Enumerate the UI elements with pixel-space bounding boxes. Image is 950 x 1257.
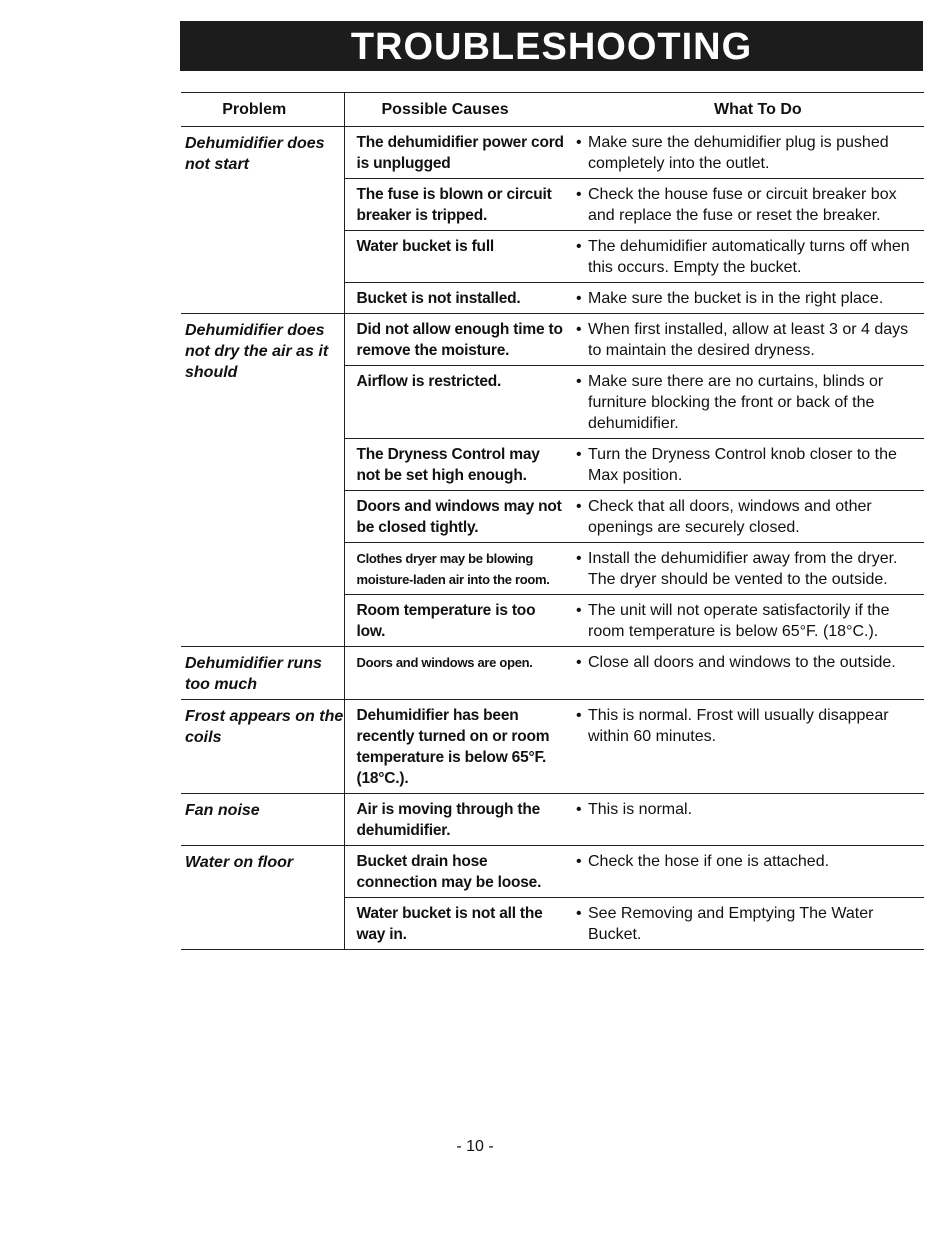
todo-text: This is normal. Frost will usually disappear within 60 minutes. [588,707,889,745]
cause-cell: Dehumidifier has been recently turned on or room temperature is below 65°F. (18°C.). [344,700,564,794]
cause-cell: Room temperature is too low. [344,595,564,647]
todo-text: Make sure the dehumidifier plug is pushed completely into the outlet. [588,134,889,172]
table-header-row [181,93,924,127]
todo-text: Check the house fuse or circuit breaker box and replace the fuse or reset the breaker. [588,186,897,224]
header-possible-causes: Possible Causes [344,93,564,127]
todo-cell: • Install the dehumidifier away from the dryer. The dryer should be vented to the outside. [576,550,898,588]
cause-cell: Air is moving through the dehumidifier. [344,794,564,846]
table-row [181,127,924,179]
todo-text: The dehumidifier automatically turns off when this occurs. Empty the bucket. [588,238,910,276]
todo-text: Make sure the bucket is in the right place. [588,290,884,307]
cause-cell: Clothes dryer may be blowing moisture-laden air into the room. [344,543,564,595]
cause-cell: The fuse is blown or circuit breaker is tripped. [344,179,564,231]
table-row [181,794,924,846]
cause-cell: Doors and windows are open. [344,647,564,700]
todo-cell: • See Removing and Emptying The Water Bucket. [576,905,874,943]
table-row [181,700,924,794]
todo-text: When first installed, allow at least 3 or 4 days to maintain the desired dryness. [588,321,909,359]
todo-text: Make sure there are no curtains, blinds or furniture blocking the front or back of the dehumidifier. [588,373,884,432]
todo-cell: • Make sure the dehumidifier plug is pushed completely into the outlet. [576,134,889,172]
cause-cell: Airflow is restricted. [344,366,564,439]
troubleshooting-table [181,92,924,950]
cause-cell: The Dryness Control may not be set high enough. [344,439,564,491]
todo-cell: • This is normal. [576,801,693,818]
header-problem: Problem [181,93,344,127]
todo-cell: • The unit will not operate satisfactorily if the room temperature is below 65°F. (18°C.). [576,602,890,640]
todo-cell: • Check that all doors, windows and other openings are securely closed. [576,498,872,536]
todo-cell: • Make sure the bucket is in the right place. [576,290,884,307]
todo-cell: • This is normal. Frost will usually disappear within 60 minutes. [576,707,889,745]
cause-cell: Water bucket is full [344,231,564,283]
problem-cell: Fan noise [185,802,260,819]
todo-text: Turn the Dryness Control knob closer to the Max position. [588,446,897,484]
todo-cell: • Close all doors and windows to the outside. [576,654,896,671]
cause-cell: Water bucket is not all the way in. [344,898,564,950]
table-row [181,647,924,700]
todo-cell: • Turn the Dryness Control knob closer to the Max position. [576,446,897,484]
todo-text: Close all doors and windows to the outside. [588,654,896,671]
problem-cell: Frost appears on the coils [185,708,344,746]
todo-text: Check the hose if one is attached. [588,853,830,870]
table-row [181,314,924,366]
todo-text: The unit will not operate satisfactorily if the room temperature is below 65°F. (18°C.). [588,602,890,640]
page-title: TROUBLESHOOTING [180,21,923,71]
page-number: - 10 - [456,1138,494,1155]
todo-text: See Removing and Emptying The Water Bucket. [588,905,874,943]
todo-text: Check that all doors, windows and other openings are securely closed. [588,498,872,536]
todo-cell: • The dehumidifier automatically turns off when this occurs. Empty the bucket. [576,238,910,276]
todo-text: This is normal. [588,801,693,818]
problem-cell: Dehumidifier does not start [185,135,325,173]
todo-cell: • Check the house fuse or circuit breaker box and replace the fuse or reset the breaker. [576,186,897,224]
problem-cell: Water on floor [185,854,294,871]
todo-text: Install the dehumidifier away from the dryer. The dryer should be vented to the outside. [588,550,898,588]
cause-cell: Did not allow enough time to remove the moisture. [344,314,564,366]
cause-cell: Doors and windows may not be closed tightly. [344,491,564,543]
cause-cell: Bucket drain hose connection may be loose. [344,846,564,898]
problem-cell: Dehumidifier does not dry the air as it should [185,322,329,381]
todo-cell: • Make sure there are no curtains, blinds or furniture blocking the front or back of the dehumidifier. [576,373,884,432]
todo-cell: • Check the hose if one is attached. [576,853,830,870]
todo-cell: • When first installed, allow at least 3 or 4 days to maintain the desired dryness. [576,321,909,359]
cause-cell: The dehumidifier power cord is unplugged [344,127,564,179]
header-what-to-do: What To Do [564,93,924,127]
table-row [181,846,924,898]
cause-cell: Bucket is not installed. [344,283,564,314]
problem-cell: Dehumidifier runs too much [185,655,322,693]
